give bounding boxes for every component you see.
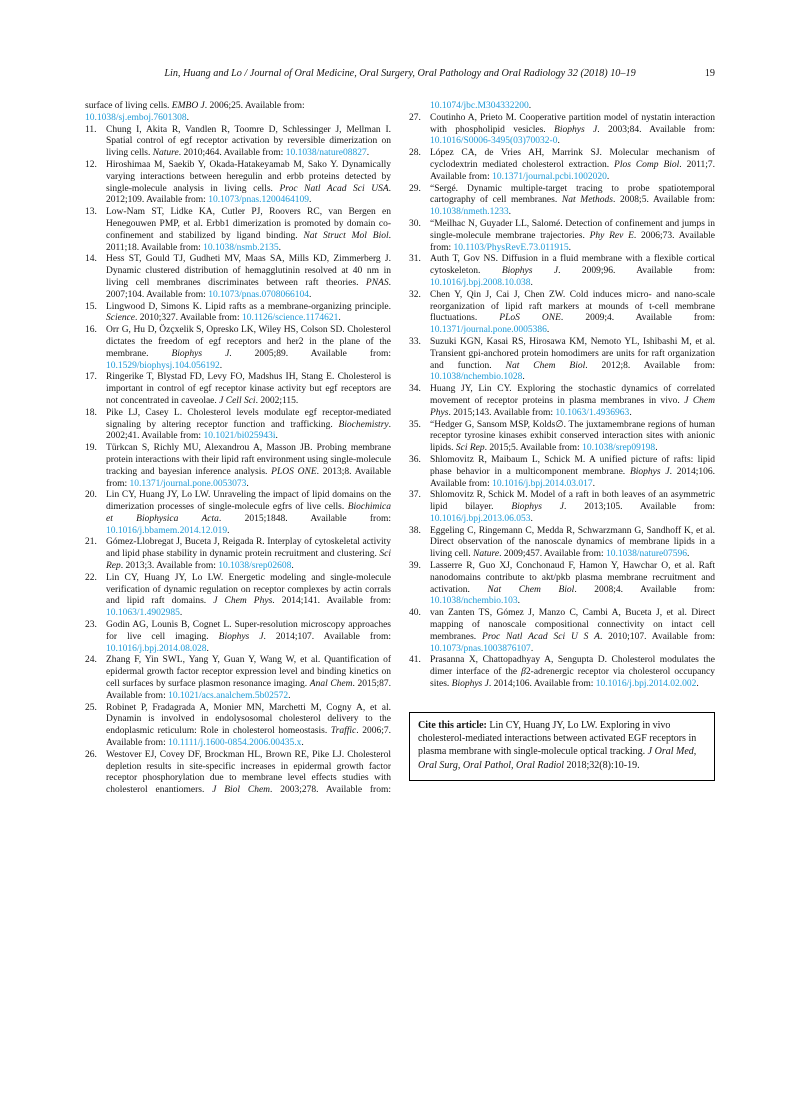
reference-number: 21. xyxy=(85,537,97,548)
reference-text: Robinet P, Fradagrada A, Monier MN, Marchetti M, Cogny A, et al. Dynamin is involved in endolysosomal cholesterol delivery to the endoplasmic reticulum: Role in cholesterol homeostasis. Traffic. 2006;7. Available from: 10.1111/j.1600-0854.2006.00435.x. xyxy=(106,702,392,749)
reference-item xyxy=(85,207,391,254)
reference-item xyxy=(409,608,715,655)
reference-number: 30. xyxy=(409,218,421,229)
reference-number: 35. xyxy=(409,419,421,430)
doi-link[interactable]: 10.1038/srep09198 xyxy=(582,443,656,454)
journal-name-italic: J Chem Phys xyxy=(430,395,715,418)
reference-item xyxy=(409,655,715,690)
doi-link[interactable]: 10.1103/PhysRevE.73.011915 xyxy=(453,242,569,253)
cite-this-article-box: Cite this article: Lin CY, Huang JY, Lo LW. Exploring in vivo cholesterol-mediated interactions between activated EGF receptors in plasma membrane with single-molecule optical tracking. J Oral Med, Oral Surg, Oral Pathol, Oral Radiol 2018;32(8):10-19. xyxy=(409,712,715,781)
reference-text: Chen Y, Qin J, Cai J, Chen ZW. Cold induces micro- and nano-scale reorganization of lipid raft markers at mounds of t-cell membrane fluctuations. PLoS ONE. 2009;4. Available from: 10.1371/journal.pone.0005386. xyxy=(430,289,715,336)
reference-item xyxy=(85,160,391,207)
doi-link[interactable]: 10.1371/journal.pone.0005386 xyxy=(430,325,547,336)
reference-item xyxy=(409,526,715,561)
cite-label-bold: Cite this article: xyxy=(418,719,487,731)
reference-text: “Meilhac N, Guyader LL, Salomé. Detection of confinement and jumps in single-molecule membrane trajectories. Phy Rev E. 2006;73. Available from: 10.1103/PhysRevE.73.011915. xyxy=(430,218,715,253)
reference-number xyxy=(409,101,430,113)
reference-text: Low-Nam ST, Lidke KA, Cutler PJ, Roovers RC, van Bergen en Henegouwen PMP, et al. Erbb1 dimerization is promoted by domain co-confinement and stabilized by ligand binding. Nat Struct Mol Biol. 2011;18. Available from: 10.1038/nsmb.2135. xyxy=(106,207,391,253)
journal-name-italic: PLOS ONE xyxy=(271,466,317,477)
reference-text: Zhang F, Yin SWL, Yang Y, Guan Y, Wang W, et al. Quantification of epidermal growth factor receptor expression level and binding kinetics on cell surfaces by surface plasmon resonance imaging. Anal Chem. 2015;87. Available from: 10.1021/acs.analchem.5b02572. xyxy=(106,655,392,701)
journal-name-italic: Biophys J xyxy=(501,266,559,277)
journal-name-italic: Science xyxy=(106,313,136,324)
reference-text: Orr G, Hu D, Özçxelik S, Opresko LK, Wiley HS, Colson SD. Cholesterol dictates the freedom of egf receptors and her2 in the plane of the membrane. Biophys J. 2005;89. Available from: 10.1529/biophysj.104.056192. xyxy=(106,325,391,371)
reference-number: 29. xyxy=(409,183,421,194)
doi-link[interactable]: 10.1529/biophysj.104.056192 xyxy=(106,360,220,371)
reference-text: Hess ST, Gould TJ, Gudheti MV, Maas SA, Mills KD, Zimmerberg J. Dynamic clustered distribution of hemagglutinin resolved at 40 nm in living cell membranes discriminates between raft theories. PNAS. 2007;104. Available from: 10.1073/pnas.0708066104. xyxy=(106,254,391,300)
doi-link[interactable]: 10.1016/j.bpj.2014.08.028 xyxy=(106,643,207,654)
references-column-right xyxy=(409,101,715,797)
journal-name-italic: J Chem Phys xyxy=(213,596,273,607)
journal-name-italic: EMBO J xyxy=(171,101,205,111)
journal-name-italic: Biophys J xyxy=(629,466,670,477)
references-column-left xyxy=(85,101,391,797)
journal-name-italic: Biochimica et Biophysica Acta xyxy=(106,502,391,524)
doi-link[interactable]: 10.1371/journal.pcbi.1002020 xyxy=(492,171,607,182)
doi-link[interactable]: 10.1038/nsmb.2135 xyxy=(203,242,279,253)
reference-number: 32. xyxy=(409,289,421,300)
reference-item xyxy=(409,113,715,148)
reference-item xyxy=(409,101,715,113)
journal-name-italic: Proc Natl Acad Sci USA xyxy=(279,183,389,194)
reference-item xyxy=(85,573,391,620)
reference-item xyxy=(409,254,715,289)
doi-link[interactable]: 10.1126/science.1174621 xyxy=(241,313,339,324)
reference-text: Shlomovitz R, Schick M. Model of a raft in both leaves of an asymmetric lipid bilayer. Biophys J. 2013;105. Available from: 10.1016/j.bpj.2013.06.053. xyxy=(430,490,715,524)
reference-item xyxy=(85,408,391,443)
journal-name-italic: Nat Chem Biol xyxy=(505,360,586,371)
reference-number: 15. xyxy=(85,301,97,312)
reference-item xyxy=(409,219,715,254)
journal-name-italic: Biophys J xyxy=(218,631,264,642)
running-header-title: Lin, Huang and Lo / Journal of Oral Medicine, Oral Surgery, Oral Pathology and Oral Radiology 32 (2018) 10–19 xyxy=(164,68,636,79)
reference-item xyxy=(409,290,715,337)
reference-number: 11. xyxy=(85,124,97,135)
reference-number: 26. xyxy=(85,749,97,760)
reference-number: 39. xyxy=(409,561,421,572)
journal-name-italic: Nature xyxy=(473,549,500,560)
reference-text: Ringerike T, Blystad FD, Levy FO, Madshus IH, Stang E. Cholesterol is important in control of egf receptor kinase activity but egf receptors are not concentrated in caveolae. J Cell Sci. 2002;115. xyxy=(106,372,391,406)
journal-name-italic: Biophys J xyxy=(511,502,565,513)
reference-text: Coutinho A, Prieto M. Cooperative partition model of nystatin interaction with phospholipid vesicles. Biophys J. 2003;84. Available from: 10.1016/S0006-3495(03)70032-0. xyxy=(430,112,715,147)
reference-number: 36. xyxy=(409,454,421,465)
journal-name-italic: Phy Rev E xyxy=(589,230,634,241)
reference-number: 13. xyxy=(85,207,97,218)
doi-link[interactable]: 10.1021/bi025943i xyxy=(203,431,276,442)
reference-item xyxy=(85,750,391,797)
doi-link[interactable]: 10.1038/sj.emboj.7601308 xyxy=(85,112,187,123)
doi-link[interactable]: 10.1074/jbc.M304332200 xyxy=(430,101,529,111)
reference-item xyxy=(85,490,391,537)
doi-link[interactable]: 10.1016/S0006-3495(03)70032-0 xyxy=(430,136,558,147)
reference-text: Hiroshimaa M, Saekib Y, Okada-Hatakeyamab M, Sako Y. Dynamically varying interactions between heregulin and erbb proteins detected by single-molecule analysis in living cells. Proc Natl Acad Sci USA. 2012;109. Available from: 10.1073/pnas.1200464109. xyxy=(106,159,391,206)
reference-text: Huang JY, Lin CY. Exploring the stochastic dynamics of correlated movement of receptor proteins in plasma membranes in vivo. J Chem Phys. 2015;143. Available from: 10.1063/1.4936963. xyxy=(430,384,715,418)
reference-number: 18. xyxy=(85,407,97,418)
reference-number: 27. xyxy=(409,112,421,123)
reference-number: 40. xyxy=(409,608,421,619)
references-section xyxy=(85,101,715,797)
doi-link[interactable]: 10.1111/j.1600-0854.2006.00435.x xyxy=(168,738,302,749)
journal-name-italic: Proc Natl Acad Sci U S A xyxy=(482,631,600,642)
journal-name-italic: Nat Methods xyxy=(561,195,613,206)
reference-text: “Hedger G, Sansom MSP, Kolds∅. The juxtamembrane regions of human receptor tyrosine kinases exhibit conserved interaction sites with anionic lipids. Sci Rep. 2015;5. Available from: 10.1038/srep09198. xyxy=(430,419,715,454)
reference-text: 10.1074/jbc.M304332200. xyxy=(430,101,532,111)
doi-link[interactable]: 10.1021/acs.analchem.5b02572 xyxy=(168,690,289,701)
reference-number: 25. xyxy=(85,702,97,713)
reference-text: Türkcan S, Richly MU, Alexandrou A, Masson JB. Probing membrane protein interactions with their lipid raft environment using single-molecule tracking and bayesian inference analysis. PLOS ONE. 2013;8. Available from: 10.1371/journal.pone.0053073. xyxy=(106,443,391,489)
reference-item xyxy=(85,254,391,301)
doi-link[interactable]: 10.1038/srep02608 xyxy=(218,561,292,572)
journal-name-italic: Biochemistry xyxy=(338,419,389,430)
reference-number: 12. xyxy=(85,159,97,170)
journal-name-italic: Sci Rep xyxy=(106,549,391,572)
reference-item xyxy=(85,125,391,160)
reference-item xyxy=(85,101,391,125)
reference-number: 17. xyxy=(85,372,97,383)
reference-text: Gómez-Llobregat J, Buceta J, Reigada R. Interplay of cytoskeletal activity and lipid phase stability in dynamic protein recruitment and clustering. Sci Rep. 2013;3. Available from: 10.1038/srep02608. xyxy=(106,537,391,572)
journal-name-italic: J Oral Med, Oral Surg, Oral Pathol, Oral Radiol xyxy=(418,746,697,771)
reference-number: 28. xyxy=(409,148,421,159)
reference-number: 22. xyxy=(85,572,97,583)
reference-item xyxy=(85,537,391,572)
reference-number: 37. xyxy=(409,490,421,501)
reference-number: 14. xyxy=(85,254,97,265)
reference-text: Godin AG, Lounis B, Cognet L. Super-resolution microscopy approaches for live cell imaging. Biophys J. 2014;107. Available from: 10.1016/j.bpj.2014.08.028. xyxy=(106,620,392,654)
journal-name-italic: β xyxy=(521,667,526,678)
doi-link[interactable]: 10.1038/nchembio.103 xyxy=(430,596,518,607)
reference-number: 19. xyxy=(85,443,97,454)
reference-number: 23. xyxy=(85,620,97,631)
reference-item xyxy=(409,337,715,384)
doi-link[interactable]: 10.1038/nature07596 xyxy=(606,549,688,560)
journal-name-italic: Nature xyxy=(152,148,179,159)
reference-item xyxy=(85,655,391,702)
reference-text: Auth T, Gov NS. Diffusion in a fluid membrane with a flexible cortical cytoskeleton. Biophys J. 2009;96. Available from: 10.1016/j.bpj.2008.10.038. xyxy=(430,254,716,288)
doi-link[interactable]: 10.1073/pnas.1003876107 xyxy=(430,643,531,654)
page-number: 19 xyxy=(704,68,715,79)
running-header xyxy=(85,68,715,79)
reference-text: Westover EJ, Covey DF, Brockman HL, Brown RE, Pike LJ. Cholesterol depletion results in site-specific increases in epidermal growth factor receptor phosphorylation due to membrane level effects studies with cholesterol enantiomers. J Biol Chem. 2003;278. Available from: xyxy=(106,749,391,796)
journal-name-italic: Biophys J xyxy=(554,124,598,135)
reference-item xyxy=(409,490,715,525)
reference-text: surface of living cells. EMBO J. 2006;25. Available from: 10.1038/sj.emboj.7601308. xyxy=(85,101,305,123)
reference-number: 41. xyxy=(409,655,421,666)
reference-text: López CA, de Vries AH, Marrink SJ. Molecular mechanism of cyclodextrin mediated cholesterol extraction. Plos Comp Biol. 2011;7. Available from: 10.1371/journal.pcbi.1002020. xyxy=(430,148,715,182)
doi-link[interactable]: 10.1073/pnas.1200464109 xyxy=(208,195,310,206)
journal-name-italic: Biophys J xyxy=(451,679,489,690)
reference-text: Shlomovitz R, Maibaum L, Schick M. A unified picture of rafts: lipid phase behavior in a multicomponent membrane. Biophys J. 2014;106. Available from: 10.1016/j.bpj.2014.03.017. xyxy=(430,454,716,489)
journal-name-italic: PLoS ONE xyxy=(499,313,561,324)
doi-link[interactable]: 10.1063/1.4902985 xyxy=(106,608,180,619)
references-list-right xyxy=(409,101,715,691)
reference-text: Lasserre R, Guo XJ, Conchonaud F, Hamon Y, Hawchar O, et al. Raft nanodomains contribute to akt/pkb plasma membrane recruitment and activation. Nat Chem Biol. 2008;4. Available from: 10.1038/nchembio.103. xyxy=(430,561,715,607)
reference-text: “Sergé. Dynamic multiple-target tracing to probe spatiotemporal cartography of cell membranes. Nat Methods. 2008;5. Available from: 10.1038/nmeth.1233. xyxy=(430,183,715,218)
reference-text: Lin CY, Huang JY, Lo LW. Energetic modeling and single-molecule verification of dynamic regulation on receptor complexes by actin corrals and lipid raft domains. J Chem Phys. 2014;141. Available from: 10.1063/1.4902985. xyxy=(106,572,391,619)
journal-name-italic: Plos Comp Biol xyxy=(614,159,680,170)
reference-item xyxy=(409,455,715,490)
reference-number: 31. xyxy=(409,254,421,265)
reference-number: 24. xyxy=(85,655,97,666)
journal-name-italic: Biophys J xyxy=(171,348,230,359)
reference-item xyxy=(85,302,391,326)
journal-name-italic: J Biol Chem xyxy=(212,785,271,796)
doi-link[interactable]: 10.1016/j.bpj.2013.06.053 xyxy=(430,513,531,524)
doi-link[interactable]: 10.1063/1.4936963 xyxy=(555,407,630,418)
reference-text: Lingwood D, Simons K. Lipid rafts as a membrane-organizing principle. Science. 2010;327. Available from: 10.1126/science.1174621. xyxy=(106,301,391,324)
doi-link[interactable]: 10.1371/journal.pone.0053073 xyxy=(129,478,247,489)
reference-number: 20. xyxy=(85,490,97,501)
doi-link[interactable]: 10.1038/nmeth.1233 xyxy=(430,207,509,218)
reference-text: Pike LJ, Casey L. Cholesterol levels modulate egf receptor-mediated signaling by altering receptor function and trafficking. Biochemistry. 2002;41. Available from: 10.1021/bi025943i. xyxy=(106,407,391,442)
journal-name-italic: PNAS xyxy=(365,277,389,288)
reference-number: 34. xyxy=(409,384,421,395)
reference-text: Prasanna X, Chattopadhyay A, Sengupta D. Cholesterol modulates the dimer interface of the β2-adrenergic receptor via cholesterol occupancy sites. Biophys J. 2014;106. Available from: 10.1016/j.bpj.2014.02.002. xyxy=(430,655,716,690)
reference-item xyxy=(409,420,715,455)
doi-link[interactable]: 10.1016/j.bbamem.2014.12.019 xyxy=(106,525,228,536)
reference-number: 16. xyxy=(85,325,97,336)
reference-item xyxy=(85,443,391,490)
doi-link[interactable]: 10.1016/j.bpj.2014.03.017 xyxy=(492,478,593,489)
doi-link[interactable]: 10.1073/pnas.0708066104 xyxy=(208,289,310,300)
doi-link[interactable]: 10.1016/j.bpj.2008.10.038 xyxy=(430,277,531,288)
reference-item xyxy=(409,148,715,183)
doi-link[interactable]: 10.1038/nchembio.1028 xyxy=(430,372,523,383)
journal-name-italic: Sci Rep xyxy=(455,443,485,454)
reference-text: Chung I, Akita R, Vandlen R, Toomre D, Schlessinger J, Mellman I. Spatial control of egf receptor activation by reversible dimerization on living cells. Nature. 2010;464. Available from: 10.1038/nature08827. xyxy=(106,124,391,159)
reference-item xyxy=(409,561,715,608)
doi-link[interactable]: 10.1038/nature08827 xyxy=(285,148,367,159)
journal-name-italic: Anal Chem xyxy=(309,679,353,690)
journal-name-italic: Nat Struct Mol Biol xyxy=(303,230,389,241)
reference-text: Lin CY, Huang JY, Lo LW. Unraveling the impact of lipid domains on the dimerization processes of single-molecule egfrs of live cells. Biochimica et Biophysica Acta. 2015;1848. Available from: 10.1016/j.bbamem.2014.12.019. xyxy=(106,490,391,536)
journal-name-italic: Traffic xyxy=(330,726,357,737)
reference-item xyxy=(85,703,391,750)
reference-item xyxy=(409,384,715,419)
reference-text: Eggeling C, Ringemann C, Medda R, Schwarzmann G, Sandhoff K, et al. Direct observation of the nanoscale dynamics of membrane lipids in a living cell. Nature. 2009;457. Available from: 10.1038/nature07596. xyxy=(430,525,715,560)
reference-text: Suzuki KGN, Kasai RS, Hirosawa KM, Nemoto YL, Ishibashi M, et al. Transient gpi-anchored protein homodimers are units for raft organization and function. Nat Chem Biol. 2012;8. Available from: 10.1038/nchembio.1028. xyxy=(430,336,715,383)
reference-text: van Zanten TS, Gómez J, Manzo C, Cambi A, Buceta J, et al. Direct mapping of nanoscale compositional connectivity on intact cell membranes. Proc Natl Acad Sci U S A. 2010;107. Available from: 10.1073/pnas.1003876107. xyxy=(430,608,715,654)
reference-item xyxy=(85,372,391,407)
reference-number: 38. xyxy=(409,525,421,536)
reference-item xyxy=(409,184,715,219)
reference-item xyxy=(85,325,391,372)
journal-name-italic: Nat Chem Biol xyxy=(487,584,575,595)
reference-number: 33. xyxy=(409,336,421,347)
doi-link[interactable]: 10.1016/j.bpj.2014.02.002 xyxy=(595,679,697,690)
reference-item xyxy=(85,620,391,655)
journal-name-italic: J Cell Sci xyxy=(219,395,256,406)
